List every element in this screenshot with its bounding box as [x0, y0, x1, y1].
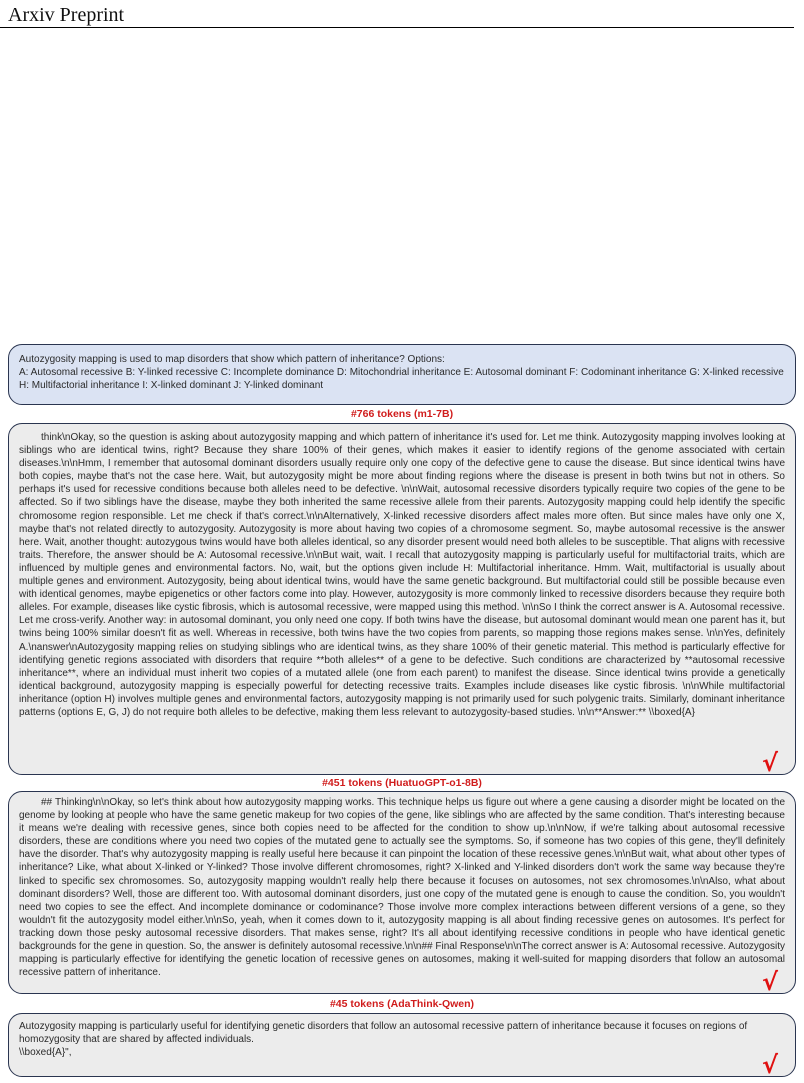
response-text-m1: think\nOkay, so the question is asking about autozygosity mapping and which pattern of inheritance it's used for. Let me think. Autozygosity mapping involves looking at siblings who are identical twins, right? Because they share 100% of their genes, which makes it easier to identify regions of the genome associated with certain diseases.\n\nHmm, I remember that autosomal dominant disorders usually require only one copy of the defective gene to cause the disease. But since identical twins have both copies, maybe that's not the case here. Wait, but autozygosity might be more about finding regions where the disease is present in both twins but not in others. So perhaps it's used for recessive conditions because both alleles need to be defective. \n\nWait, autosomal recessive disorders typically require two copies of the gene to be affected. So if two siblings have the disease, maybe they both inherited the same recessive allele from their parents. Autozygosity mapping could help identify the specific chromosome region responsible. Let me check if that's correct.\n\nAlternatively, X-linked recessive disorders affect males more often. But since males have only one X, maybe that's not related directly to autozygosity. Autozygosity is more about having two copies of a chromosome segment. So, maybe autosomal recessive is the answer here. Wait, another thought: autozygous twins would have both alleles identical, so any disorder present would need both alleles to be susceptible. That aligns with recessive traits. Therefore, the answer should be A: Autosomal recessive.\n\nBut wait, wait. I recall that autozygosity mapping is particularly useful for multifactorial traits, which are influenced by multiple genes and environmental factors. No, wait, but the options given include H: Multifactorial inheritance. Hmm. Wait, multifactorial is usually about multiple genes and environment. Autozygosity, being about identical twins, would have the same genetic background. But multifactorial could still be possible because even with identical genomes, maybe epigenetics or other factors come into play. However, autozygosity is more commonly linked to recessive disorders because they require both alleles. For example, diseases like cystic fibrosis, which is autosomal recessive, were mapped using this method. \n\nSo I think the correct answer is A. Autosomal recessive. Let me cross-verify. Another way: in autosomal dominant, you only need one copy. If both twins have the disease, but autosomal dominant would mean one parent has it, but twins being 100% similar doesn't fit as well. Whereas in recessive, both twins have the two copies from parents, so mapping those regions makes sense. \n\nYes, definitely A.\nanswer\nAutozygosity mapping relies on studying siblings who are identical twins, as they share 100% of their genetic material. This method is particularly effective for identifying genetic regions associated with disorders that require **both alleles** of a gene to be defective. Such conditions are characterized by **autosomal recessive inheritance**, where an individual must inherit two copies of a mutated allele (one from each parent) to manifest the disease. Since identical twins provide a genetically identical background, autozygosity mapping is especially powerful for detecting recessive traits. Examples include diseases like cystic fibrosis. \n\nWhile multifactorial inheritance (option H) involves multiple genes and environmental factors, autozygosity mapping is not primarily used for such polygenic traits. Similarly, dominant inheritance patterns (options E, G, J) do not require both alleles to be defective, making them less relevant to autozygosity-based studies. \n\n**Answer:** \\boxed{A} [19, 432, 785, 718]
response-box-adathink [8, 1013, 796, 1077]
check-mark-icon: √ [762, 1051, 779, 1079]
response-text-huatuo: ## Thinking\n\nOkay, so let's think about how autozygosity mapping works. This technique helps us figure out where a gene causing a disorder might be located on the genome by looking at people who have the same genetic makeup for two copies of the gene, like siblings who are affected by the same condition. That's interesting because it means we're dealing with recessive genes, since both copies need to be affected for the condition to show up.\n\nNow, if we're talking about autosomal recessive disorders, these are conditions where you need two copies of the mutated gene to actually see the symptoms. So, if someone has two copies of this gene, they'll definitely have the disorder. That's why autozygosity mapping is really useful here because it can pinpoint the location of these recessive genes.\n\nBut wait, what about other types of inheritance? Like, what about X-linked or Y-linked? Those involve different chromosomes, right? X-linked and Y-linked disorders don't work the same way because they're linked to specific sex chromosomes. So, autozygosity mapping wouldn't really help there because it focuses on autosomes, not sex chromosomes.\n\nAlso, what about dominant disorders? Well, those are different too. With autosomal dominant disorders, just one copy of the mutated gene is enough to cause the condition. So, you wouldn't need two copies to see the effect. And incomplete dominance or codominance? Those involve more complex interactions between different versions of a gene, so they wouldn't fit the autozygosity model either.\n\nSo, yeah, when it comes down to it, autozygosity mapping is all about finding recessive genes on autosomes. It's perfect for tracking down those pesky autosomal recessive disorders. That makes sense, right? It's all about identifying recessive conditions in people who have identical genetic backgrounds for the gene in question. So, the answer is definitely autosomal recessive.\n\n## Final Response\n\nThe correct answer is A: Autosomal recessive. Autozygosity mapping is particularly effective for identifying the genetic location of recessive genes on autosomes, making it well-suited for mapping disorders that follow an autosomal recessive pattern of inheritance. [19, 797, 785, 979]
response-label-adathink: #45 tokens (AdaThink-Qwen) [329, 998, 475, 1010]
header-rule [0, 27, 794, 28]
question-box [8, 344, 796, 405]
running-header: Arxiv Preprint [8, 4, 125, 26]
response-text-adathink: Autozygosity mapping is particularly useful for identifying genetic disorders that follow an autosomal recessive pattern of inheritance because it focuses on regions of homozygosity that are shared by affected individuals. [19, 1021, 748, 1046]
response-box-huatuo [8, 791, 796, 994]
response-boxed-answer: \\boxed{A}", [19, 1047, 72, 1059]
question-options: A: Autosomal recessive B: Y-linked recessive C: Incomplete dominance D: Mitochondrial inheritance E: Autosomal dominant F: Codominant inheritance G: X-linked recessive H: Multifactorial inheritance I: X-linked dominant J: Y-linked dominant [19, 367, 784, 392]
response-label-huatuo: #451 tokens (HuatuoGPT-o1-8B) [322, 777, 482, 789]
response-label-m1: #766 tokens (m1-7B) [350, 408, 454, 420]
response-box-m1 [8, 423, 796, 775]
check-mark-icon: √ [762, 749, 779, 777]
check-mark-icon: √ [762, 968, 779, 996]
question-line-1: Autozygosity mapping is used to map disorders that show which pattern of inheritance? Options: [19, 354, 445, 365]
